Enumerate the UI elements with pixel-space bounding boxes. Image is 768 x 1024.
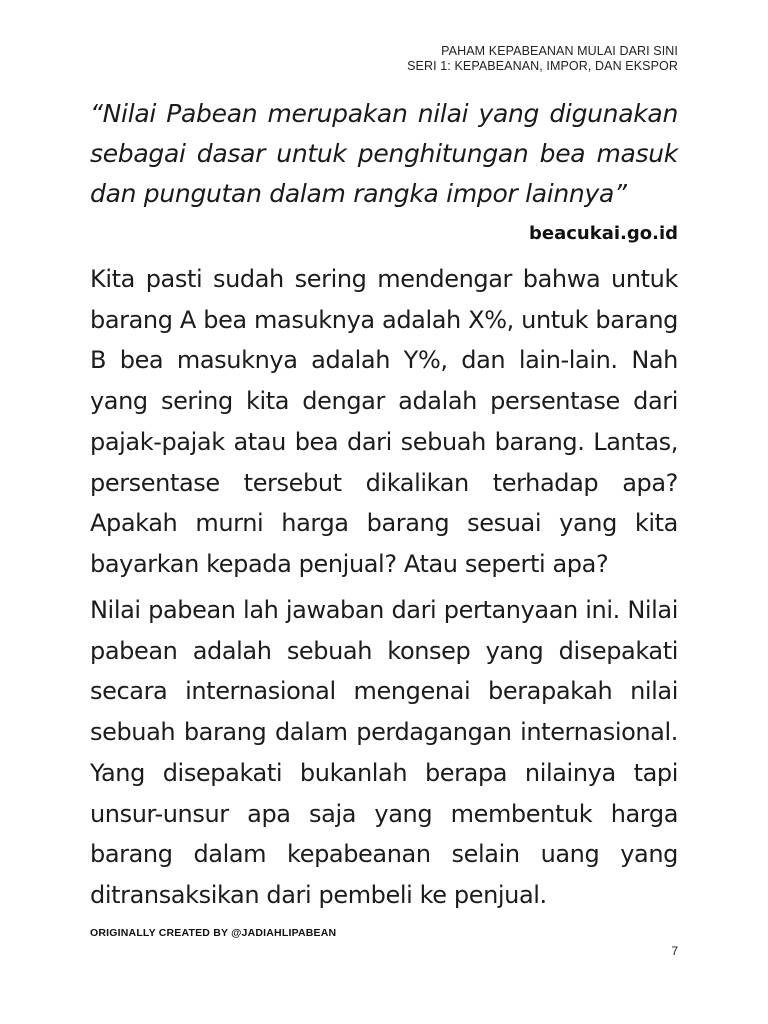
- running-header: [407, 44, 678, 74]
- document-page: [90, 0, 678, 1024]
- footer-credit: ORIGINALLY CREATED BY @JADIAHLIPABEAN: [90, 927, 337, 939]
- body-paragraph-2: Nilai pabean lah jawaban dari pertanyaan ini. Nilai pabean adalah sebuah konsep yang disepakati secara internasional mengenai berapakah nilai sebuah barang dalam perdagangan internasional. Yang disepakati bukanlah berapa nilainya tapi unsur-unsur apa saja yang membentuk harga barang dalam kepabeanan selain uang yang ditransaksikan dari pembeli ke penjual.: [90, 596, 678, 909]
- quote-source: beacukai.go.id: [529, 223, 678, 244]
- body-paragraph-1: Kita pasti sudah sering mendengar bahwa untuk barang A bea masuknya adalah X%, untuk barang B bea masuknya adalah Y%, dan lain-lain. Nah yang sering kita dengar adalah persentase dari pajak-pajak atau bea dari sebuah barang. Lantas, persentase tersebut dikalikan terhadap apa? Apakah murni harga barang sesuai yang kita bayarkan kepada penjual? Atau seperti apa?: [90, 265, 678, 578]
- header-series-subtitle: SERI 1: KEPABEANAN, IMPOR, DAN EKSPOR: [407, 59, 678, 73]
- pull-quote: “Nilai Pabean merupakan nilai yang digunakan sebagai dasar untuk penghitungan bea masuk dan pungutan dalam rangka impor lainnya”: [90, 99, 678, 208]
- header-series-title: PAHAM KEPABEANAN MULAI DARI SINI: [441, 44, 678, 58]
- page-number: 7: [671, 944, 678, 958]
